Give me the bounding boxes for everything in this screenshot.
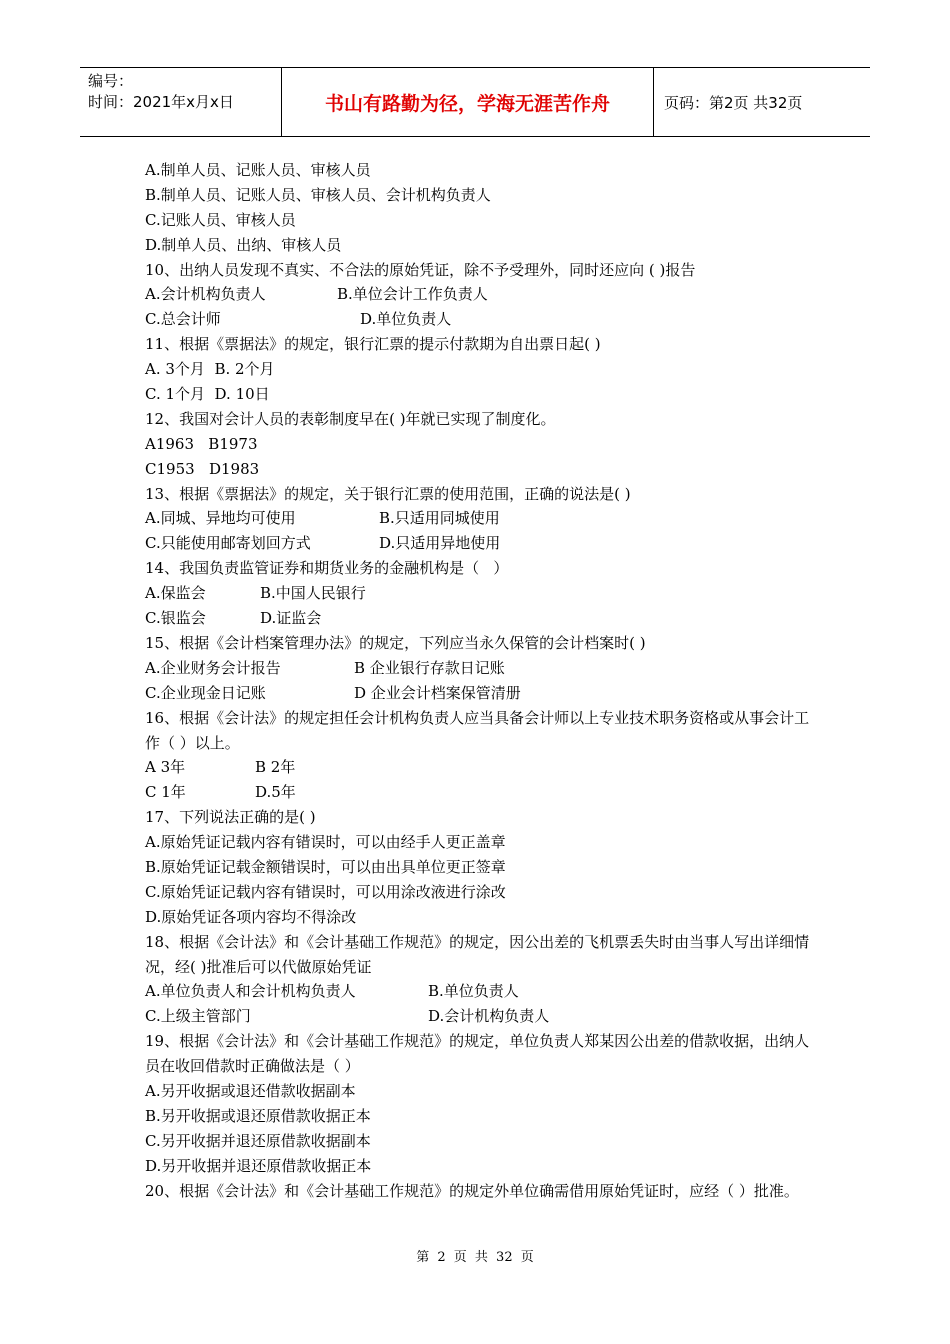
question-text: 12、我国对会计人员的表彰制度早在( )年就已实现了制度化。 xyxy=(145,409,556,428)
option-row xyxy=(145,780,815,805)
option-text: B 2年 xyxy=(255,758,296,777)
option-text: B.单位会计工作负责人 xyxy=(337,285,488,304)
option-text: D.会计机构负责人 xyxy=(428,1007,550,1026)
option-text: A. 3个月 B. 2个月 xyxy=(145,360,275,379)
option-row xyxy=(145,755,815,780)
option-row xyxy=(145,606,815,631)
option-text: C.另开收据并退还原借款收据副本 xyxy=(145,1131,371,1150)
document-body xyxy=(145,158,815,1204)
option-text: C.上级主管部门 xyxy=(145,1007,251,1026)
option-text: B.只适用同城使用 xyxy=(379,509,500,528)
option-row xyxy=(145,656,815,681)
date-label: 时间：2021年x月x日 xyxy=(88,93,234,111)
option-text: D.另开收据并退还原借款收据正本 xyxy=(145,1156,372,1175)
question-text: 11、根据《票据法》的规定，银行汇票的提示付款期为自出票日起( ) xyxy=(145,335,601,354)
option-text: A.制单人员、记账人员、审核人员 xyxy=(145,161,371,179)
option-row xyxy=(145,531,815,556)
option-text: B.制单人员、记账人员、审核人员、会计机构负责人 xyxy=(145,185,491,204)
option-text: A.企业财务会计报告 xyxy=(145,658,281,677)
option-text: A.另开收据或退还借款收据副本 xyxy=(145,1082,356,1101)
question-text: 20、根据《会计法》和《会计基础工作规范》的规定外单位确需借用原始凭证时，应经（ ）批准。 xyxy=(145,1181,799,1200)
header-page-info: 页码：第2页 共32页 xyxy=(664,93,803,112)
option-text: D.单位负责人 xyxy=(360,310,452,329)
option-row xyxy=(145,1004,815,1029)
option-text: A 3年 xyxy=(145,758,186,777)
option-text: C.记账人员、审核人员 xyxy=(145,210,296,229)
serial-number-label: 编号： xyxy=(88,72,134,90)
option-text: C.只能使用邮寄划回方式 xyxy=(145,534,311,553)
option-text: C.原始凭证记载内容有错误时，可以用涂改液进行涂改 xyxy=(145,882,506,901)
option-text: C1953 D1983 xyxy=(145,459,260,478)
option-row xyxy=(145,307,815,332)
question-text: 16、根据《会计法》的规定担任会计机构负责人应当具备会计师以上专业技术职务资格或从事会计工作（ ）以上。 xyxy=(145,708,810,752)
question-text: 10、出纳人员发现不真实、不合法的原始凭证，除不予受理外，同时还应向 ( )报告 xyxy=(145,260,696,279)
option-row xyxy=(145,506,815,531)
option-text: A.同城、异地均可使用 xyxy=(145,509,296,528)
option-row xyxy=(145,581,815,606)
option-text: B 企业银行存款日记账 xyxy=(354,658,505,677)
page-header xyxy=(80,67,870,137)
option-text: A.保监会 xyxy=(145,584,206,603)
question-text: 14、我国负责监管证券和期货业务的金融机构是（ ） xyxy=(145,559,509,578)
option-text: D.只适用异地使用 xyxy=(379,534,501,553)
option-text: A1963 B1973 xyxy=(145,434,258,453)
question-text: 18、根据《会计法》和《会计基础工作规范》的规定，因公出差的飞机票丢失时由当事人写出详细情况，经( )批准后可以代做原始凭证 xyxy=(145,932,810,976)
option-text: A.会计机构负责人 xyxy=(145,285,266,304)
header-motto: 书山有路勤为径，学海无涯苦作舟 xyxy=(282,68,654,136)
option-text: B.单位负责人 xyxy=(428,982,519,1001)
option-row xyxy=(145,979,815,1004)
option-text: C. 1个月 D. 10日 xyxy=(145,385,270,404)
question-text: 13、根据《票据法》的规定，关于银行汇票的使用范围，正确的说法是( ) xyxy=(145,484,631,503)
option-text: D.证监会 xyxy=(260,609,322,628)
option-text: C.总会计师 xyxy=(145,310,221,329)
option-text: D 企业会计档案保管清册 xyxy=(354,683,521,702)
question-text: 19、根据《会计法》和《会计基础工作规范》的规定，单位负责人郑某因公出差的借款收据，出纳人员在收回借款时正确做法是（ ） xyxy=(145,1032,810,1076)
option-text: C.银监会 xyxy=(145,609,206,628)
question-text: 17、下列说法正确的是( ) xyxy=(145,808,316,827)
option-text: B.原始凭证记载金额错误时，可以由出具单位更正签章 xyxy=(145,857,506,876)
option-text: D.5年 xyxy=(255,783,296,802)
option-text: B.中国人民银行 xyxy=(260,584,366,603)
option-text: A.原始凭证记载内容有错误时，可以由经手人更正盖章 xyxy=(145,833,506,852)
option-text: A.单位负责人和会计机构负责人 xyxy=(145,982,356,1001)
option-text: D.原始凭证各项内容均不得涂改 xyxy=(145,907,357,926)
option-row xyxy=(145,681,815,706)
question-text: 15、根据《会计档案管理办法》的规定，下列应当永久保管的会计档案时( ) xyxy=(145,633,646,652)
header-meta xyxy=(80,68,282,136)
option-text: D.制单人员、出纳、审核人员 xyxy=(145,235,342,254)
option-text: C.企业现金日记账 xyxy=(145,683,266,702)
page-footer: 第 2 页 共 32 页 xyxy=(416,1250,534,1265)
option-text: B.另开收据或退还原借款收据正本 xyxy=(145,1106,371,1125)
option-row xyxy=(145,282,815,307)
option-text: C 1年 xyxy=(145,783,186,802)
